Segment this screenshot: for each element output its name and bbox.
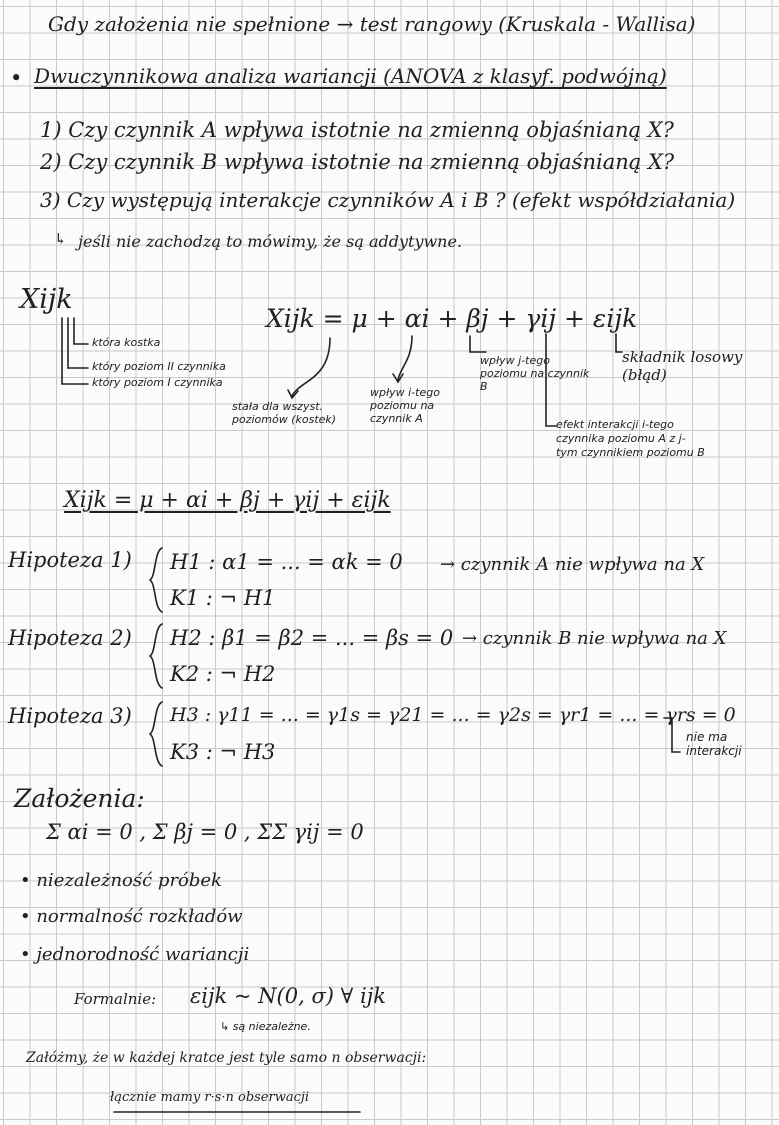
xijk-symbol: Xijk: [20, 284, 73, 315]
assumptions-title: Założenia:: [14, 784, 145, 813]
formal-expression: εijk ~ N(0, σ) ∀ ijk: [190, 984, 386, 1008]
index-i-label: który poziom I czynnika: [92, 376, 223, 389]
alpha-label: wpływ i-tego poziomu na czynnik A: [370, 386, 440, 425]
gamma-label: efekt interakcji i-tego czynnika poziomu A z j-tym czynnikiem poziomu B: [556, 418, 705, 459]
h3-note: nie ma interakcji: [686, 730, 742, 758]
h3-null: H3 : γ11 = ... = γ1s = γ21 = ... = γ2s = γr1 = ... = γrs = 0: [170, 704, 736, 726]
h3-alt: K3 : ¬ H3: [170, 740, 276, 764]
beta-label: wpływ j-tego poziomu na czynnik B: [480, 354, 590, 393]
sum-conditions: Σ αi = 0 , Σ βj = 0 , ΣΣ γij = 0: [46, 820, 364, 844]
formal-note: ↳ są niezależne.: [220, 1020, 311, 1033]
total-observations-line: łącznie mamy r·s·n obserwacji: [110, 1090, 310, 1105]
assumption-1: • niezależność próbek: [20, 870, 222, 891]
index-j-label: który poziom II czynnika: [92, 360, 226, 373]
epsilon-label: składnik losowy (błąd): [622, 348, 743, 384]
mu-label: stała dla wszyst. poziomów (kostek): [232, 400, 337, 426]
h2-alt: K2 : ¬ H2: [170, 662, 276, 686]
h2-null: H2 : β1 = β2 = ... = βs = 0: [170, 626, 454, 650]
h2-note: → czynnik B nie wpływa na X: [462, 628, 727, 649]
hypothesis-3-label: Hipoteza 3): [8, 704, 132, 728]
hypothesis-2-label: Hipoteza 2): [8, 626, 132, 650]
observations-line: Załóżmy, że w każdej kratce jest tyle samo n obserwacji:: [26, 1050, 427, 1066]
assumption-3: • jednorodność wariancji: [20, 944, 250, 965]
question-3: 3) Czy występują interakcje czynników A i B ? (efekt współdziałania): [40, 188, 736, 212]
anova-title: Dwuczynnikowa analiza wariancji (ANOVA z klasyf. podwójną): [34, 64, 667, 88]
formal-label: Formalnie:: [74, 990, 157, 1008]
assumption-2: • normalność rozkładów: [20, 906, 243, 927]
question-2: 2) Czy czynnik B wpływa istotnie na zmienną objaśnianą X?: [40, 150, 675, 174]
kruskal-wallis-line: Gdy założenia nie spełnione → test rangowy (Kruskala - Wallisa): [48, 12, 696, 36]
additive-note: jeśli nie zachodzą to mówimy, że są addytywne.: [78, 232, 463, 251]
model-equation-repeated: Xijk = μ + αi + βj + γij + εijk: [64, 488, 391, 513]
arrow-icon: ↳: [54, 230, 67, 248]
bullet: •: [10, 66, 23, 90]
question-1: 1) Czy czynnik A wpływa istotnie na zmienną objaśnianą X?: [40, 118, 674, 142]
h1-note: → czynnik A nie wpływa na X: [440, 554, 705, 575]
index-k-label: która kostka: [92, 336, 161, 349]
h1-alt: K1 : ¬ H1: [170, 586, 276, 610]
hypothesis-1-label: Hipoteza 1): [8, 548, 132, 572]
model-equation: Xijk = μ + αi + βj + γij + εijk: [266, 304, 638, 333]
h1-null: H1 : α1 = ... = αk = 0: [170, 550, 403, 574]
